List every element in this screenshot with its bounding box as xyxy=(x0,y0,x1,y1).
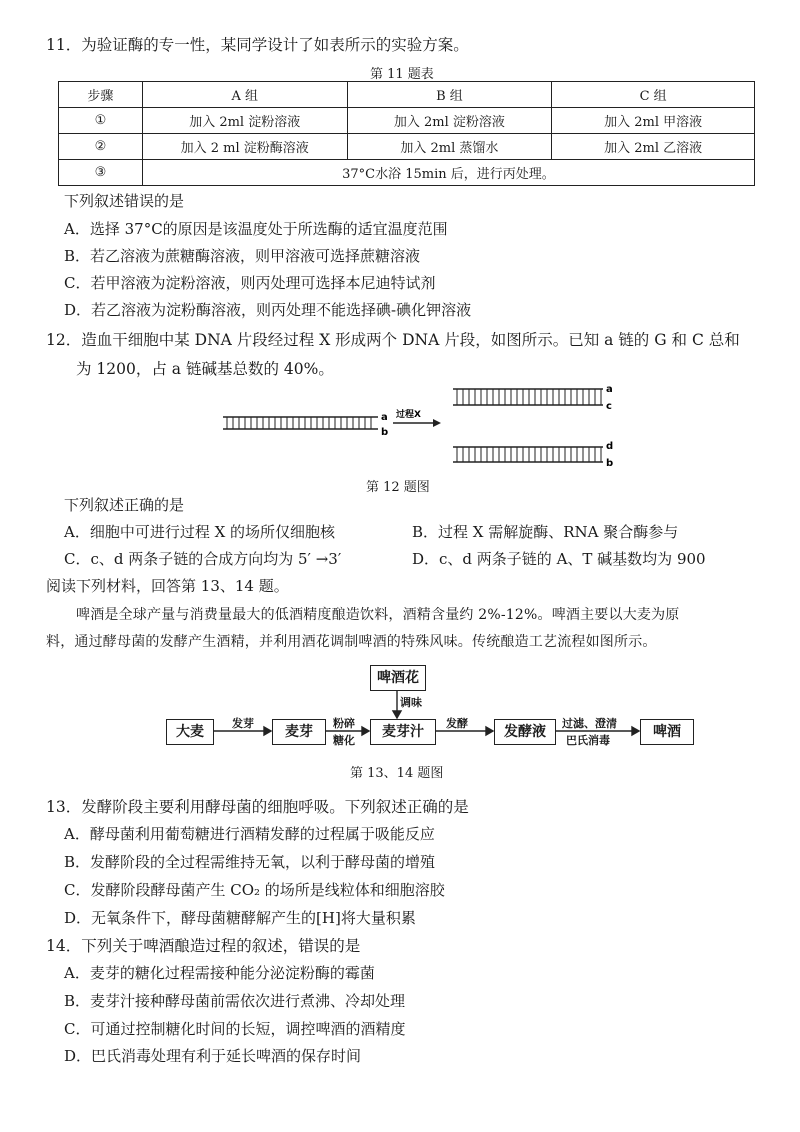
table-cell: ① xyxy=(59,108,143,134)
q12-dna-figure xyxy=(215,383,615,473)
q13-option-b: B．发酵阶段的全过程需维持无氧，以利于酵母菌的增殖 xyxy=(64,853,436,871)
table-row xyxy=(59,108,755,134)
passage-line2: 料，通过酵母菌的发酵产生酒精，并利用酒花调制啤酒的特殊风味。传统酿造工艺流程如图所示。 xyxy=(46,634,657,650)
table-cell: 加入 2ml 淀粉溶液 xyxy=(347,108,552,134)
process-arrowhead xyxy=(433,419,441,427)
table-cell: 加入 2ml 蒸馏水 xyxy=(347,134,552,160)
table-cell-merged: 37°C水浴 15min 后，进行丙处理。 xyxy=(142,160,754,186)
table-cell: ② xyxy=(59,134,143,160)
dna-daughter-duplex-2 xyxy=(453,447,603,462)
table-row xyxy=(59,134,755,160)
q13-option-c: C．发酵阶段酵母菌产生 CO₂ 的场所是线粒体和细胞溶胶 xyxy=(64,881,445,899)
q14-option-a: A．麦芽的糖化过程需接种能分泌淀粉酶的霉菌 xyxy=(64,964,375,982)
q12-figure-caption: 第 12 题图 xyxy=(366,480,430,495)
passage-line1: 啤酒是全球产量与消费量最大的低酒精度酿造饮料，酒精含量约 2%-12%。啤酒主要以大麦为原 xyxy=(76,607,680,623)
label-d: d xyxy=(606,441,614,452)
label-c: c xyxy=(606,401,612,412)
q12-stem-line2: 为 1200，占 a 链碱基总数的 40%。 xyxy=(76,360,334,378)
q11-experiment-table xyxy=(58,81,755,186)
q13-stem: 13．发酵阶段主要利用酵母菌的细胞呼吸。下列叙述正确的是 xyxy=(46,798,469,816)
flow-box-wort: 麦芽汁 xyxy=(370,719,436,745)
flow-label-crush: 粉碎 xyxy=(333,717,355,730)
reading-intro: 阅读下列材料，回答第 13、14 题。 xyxy=(46,577,289,595)
q11-prompt: 下列叙述错误的是 xyxy=(64,192,185,210)
q11-option-b: B．若乙溶液为蔗糖酶溶液，则甲溶液可选择蔗糖溶液 xyxy=(64,247,421,265)
table-cell: ③ xyxy=(59,160,143,186)
dna-parent-duplex xyxy=(223,417,378,429)
q12-stem-line1: 12．造血干细胞中某 DNA 片段经过程 X 形成两个 DNA 片段，如图所示。已知 a 链的 G 和 C 总和 xyxy=(46,331,740,349)
flow-label-flavor: 调味 xyxy=(400,696,422,709)
q12-option-c: C．c、d 两条子链的合成方向均为 5′ →3′ xyxy=(64,550,342,568)
q14-option-c: C．可通过控制糖化时间的长短，调控啤酒的酒精度 xyxy=(64,1020,406,1038)
q12-prompt: 下列叙述正确的是 xyxy=(64,496,185,514)
table-header-cell: A 组 xyxy=(142,82,347,108)
process-x-label: 过程X xyxy=(396,410,421,420)
label-b-parent: b xyxy=(381,427,389,438)
q12-option-b: B．过程 X 需解旋酶、RNA 聚合酶参与 xyxy=(412,523,679,541)
table-cell: 加入 2ml 乙溶液 xyxy=(552,134,755,160)
flow-box-barley: 大麦 xyxy=(166,719,214,745)
q14-option-d: D．巴氏消毒处理有利于延长啤酒的保存时间 xyxy=(64,1047,362,1065)
q12-option-a: A．细胞中可进行过程 X 的场所仅细胞核 xyxy=(64,523,336,541)
flow-box-malt: 麦芽 xyxy=(272,719,326,745)
flow-caption: 第 13、14 题图 xyxy=(350,766,444,781)
q11-stem: 11．为验证酶的专一性，某同学设计了如表所示的实验方案。 xyxy=(46,36,469,54)
q13-option-d: D．无氧条件下，酵母菌糖酵解产生的[H]将大量积累 xyxy=(64,909,416,927)
table-header-cell: B 组 xyxy=(347,82,552,108)
q11-option-a: A．选择 37°C的原因是该温度处于所选酶的适宜温度范围 xyxy=(64,220,448,238)
table-header-cell: C 组 xyxy=(552,82,755,108)
q14-option-b: B．麦芽汁接种酵母菌前需依次进行煮沸、冷却处理 xyxy=(64,992,406,1010)
dna-daughter-duplex-1 xyxy=(453,389,603,405)
table-cell: 加入 2 ml 淀粉酶溶液 xyxy=(142,134,347,160)
table-row xyxy=(59,160,755,186)
q11-option-c: C．若甲溶液为淀粉溶液，则丙处理可选择本尼迪特试剂 xyxy=(64,274,436,292)
flow-box-hops: 啤酒花 xyxy=(370,665,426,691)
label-b-daughter: b xyxy=(606,458,614,469)
table-header-cell: 步骤 xyxy=(59,82,143,108)
flow-box-ferment-liquid: 发酵液 xyxy=(494,719,556,745)
flow-label-germinate: 发芽 xyxy=(232,717,254,730)
flow-box-beer: 啤酒 xyxy=(640,719,694,745)
table-cell: 加入 2ml 淀粉溶液 xyxy=(142,108,347,134)
q12-option-d: D．c、d 两条子链的 A、T 碱基数均为 900 xyxy=(412,550,706,568)
table-header-row xyxy=(59,82,755,108)
flow-label-pasteurize: 巴氏消毒 xyxy=(566,734,610,747)
table-cell: 加入 2ml 甲溶液 xyxy=(552,108,755,134)
label-a-parent: a xyxy=(381,412,388,423)
flow-label-saccharify: 糖化 xyxy=(333,734,355,747)
q11-option-d: D．若乙溶液为淀粉酶溶液，则丙处理不能选择碘-碘化钾溶液 xyxy=(64,301,472,319)
q14-stem: 14．下列关于啤酒酿造过程的叙述，错误的是 xyxy=(46,937,361,955)
label-a-daughter: a xyxy=(606,384,613,395)
q13-option-a: A．酵母菌利用葡萄糖进行酒精发酵的过程属于吸能反应 xyxy=(64,825,435,843)
q11-table-caption: 第 11 题表 xyxy=(370,67,434,82)
flow-label-ferment: 发酵 xyxy=(446,717,468,730)
flow-label-filter: 过滤、澄清 xyxy=(562,717,617,730)
